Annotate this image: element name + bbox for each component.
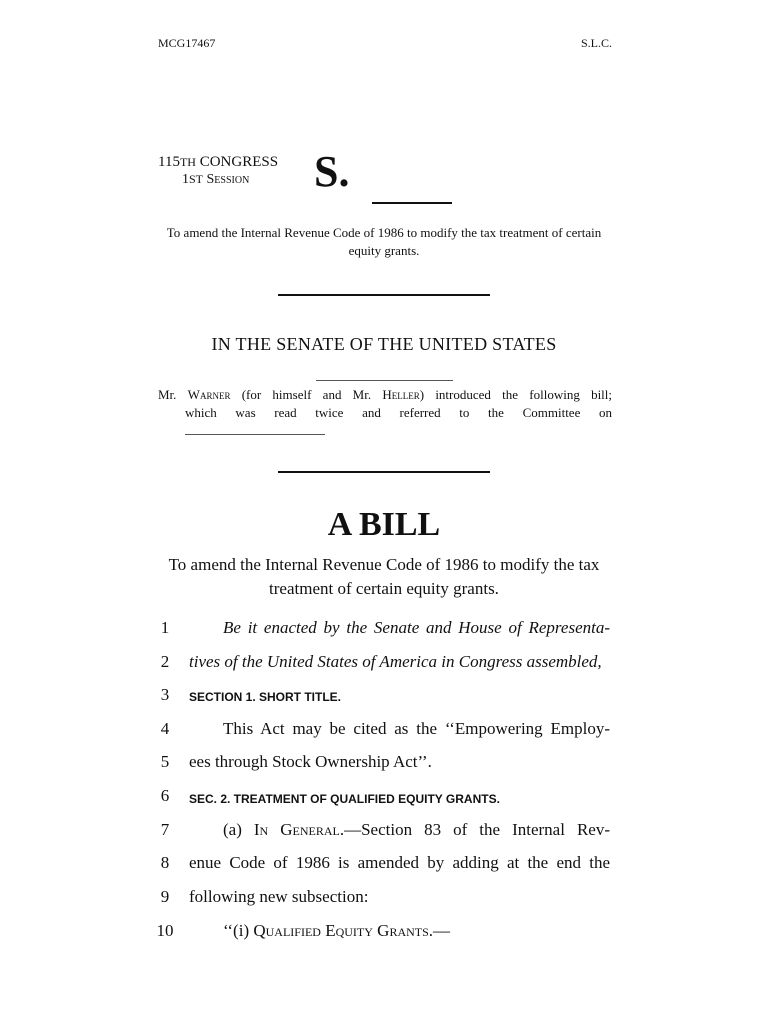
body-line: enue Code of 1986 is amended by adding at the end the xyxy=(189,853,610,872)
document-id: MCG17467 xyxy=(158,36,216,50)
body-line: following new subsection: xyxy=(189,887,369,906)
section-heading: SEC. 2. TREATMENT OF QUALIFIED EQUITY GRANTS. xyxy=(189,792,500,806)
subsection-text: .— xyxy=(428,921,451,940)
congress-suffix: TH xyxy=(179,155,196,169)
congress-label xyxy=(158,154,278,171)
line-number: 7 xyxy=(160,820,170,839)
bill-purpose: To amend the Internal Revenue Code of 1986 to modify the tax treatment of certain equity grants. xyxy=(168,555,600,598)
enacting-clause-line: Be it enacted by the Senate and House of Representa- xyxy=(223,618,610,637)
session-word: Session xyxy=(206,172,250,187)
bill-title: A BILL xyxy=(327,506,441,543)
mr-title: Mr. xyxy=(158,387,177,402)
cosponsor-name: Heller xyxy=(382,387,420,402)
introduction-line-1 xyxy=(158,386,612,404)
line-number: 4 xyxy=(160,719,170,738)
line-number: 8 xyxy=(160,853,170,872)
sponsor-name: Warner xyxy=(187,387,231,402)
line-number: 2 xyxy=(160,652,170,671)
bill-number-prefix: S. xyxy=(314,147,350,196)
subsection-heading: Qualified Equity Grants xyxy=(253,921,429,940)
divider-rule xyxy=(278,471,490,473)
line-number: 3 xyxy=(160,685,170,704)
subsection-text: .—Section 83 of the Internal Rev- xyxy=(339,820,610,839)
introduction-end: ) introduced the following bill; xyxy=(419,387,613,402)
line-number: 9 xyxy=(160,887,170,906)
line-number: 1 xyxy=(160,618,170,637)
body-line: This Act may be cited as the ‘‘Empowering Employ- xyxy=(223,719,610,738)
divider-rule xyxy=(278,294,490,296)
committee-blank xyxy=(185,434,325,435)
session-suffix: ST xyxy=(189,172,204,186)
introduction-line-2: which was read twice and referred to the Committee on xyxy=(185,405,612,420)
bill-number-blank xyxy=(372,202,452,204)
body-line xyxy=(189,820,610,840)
enacting-clause-line: tives of the United States of America in Congress assembled, xyxy=(189,652,602,671)
congress-word: CONGRESS xyxy=(199,154,279,170)
body-line: ees through Stock Ownership Act’’. xyxy=(189,752,432,771)
body-line xyxy=(189,921,610,941)
subsection-label: ‘‘(i) xyxy=(223,921,250,940)
senate-heading: IN THE SENATE OF THE UNITED STATES xyxy=(211,334,557,354)
session-number: 1 xyxy=(182,172,189,187)
line-number: 5 xyxy=(160,752,170,771)
subsection-label: (a) xyxy=(223,820,242,839)
session-label xyxy=(182,171,249,188)
section-heading: SECTION 1. SHORT TITLE. xyxy=(189,690,342,704)
purpose-summary: To amend the Internal Revenue Code of 1986 to modify the tax treatment of certain equity grants. xyxy=(166,225,602,258)
line-number: 6 xyxy=(160,786,170,805)
subsection-heading: In General xyxy=(253,820,340,839)
congress-number: 115 xyxy=(158,154,180,170)
slc-label: S.L.C. xyxy=(580,36,612,50)
line-number: 10 xyxy=(156,921,174,940)
introduction-middle: (for himself and Mr. xyxy=(241,387,372,402)
introduction-statement xyxy=(158,386,612,422)
divider-rule-short xyxy=(316,380,453,381)
